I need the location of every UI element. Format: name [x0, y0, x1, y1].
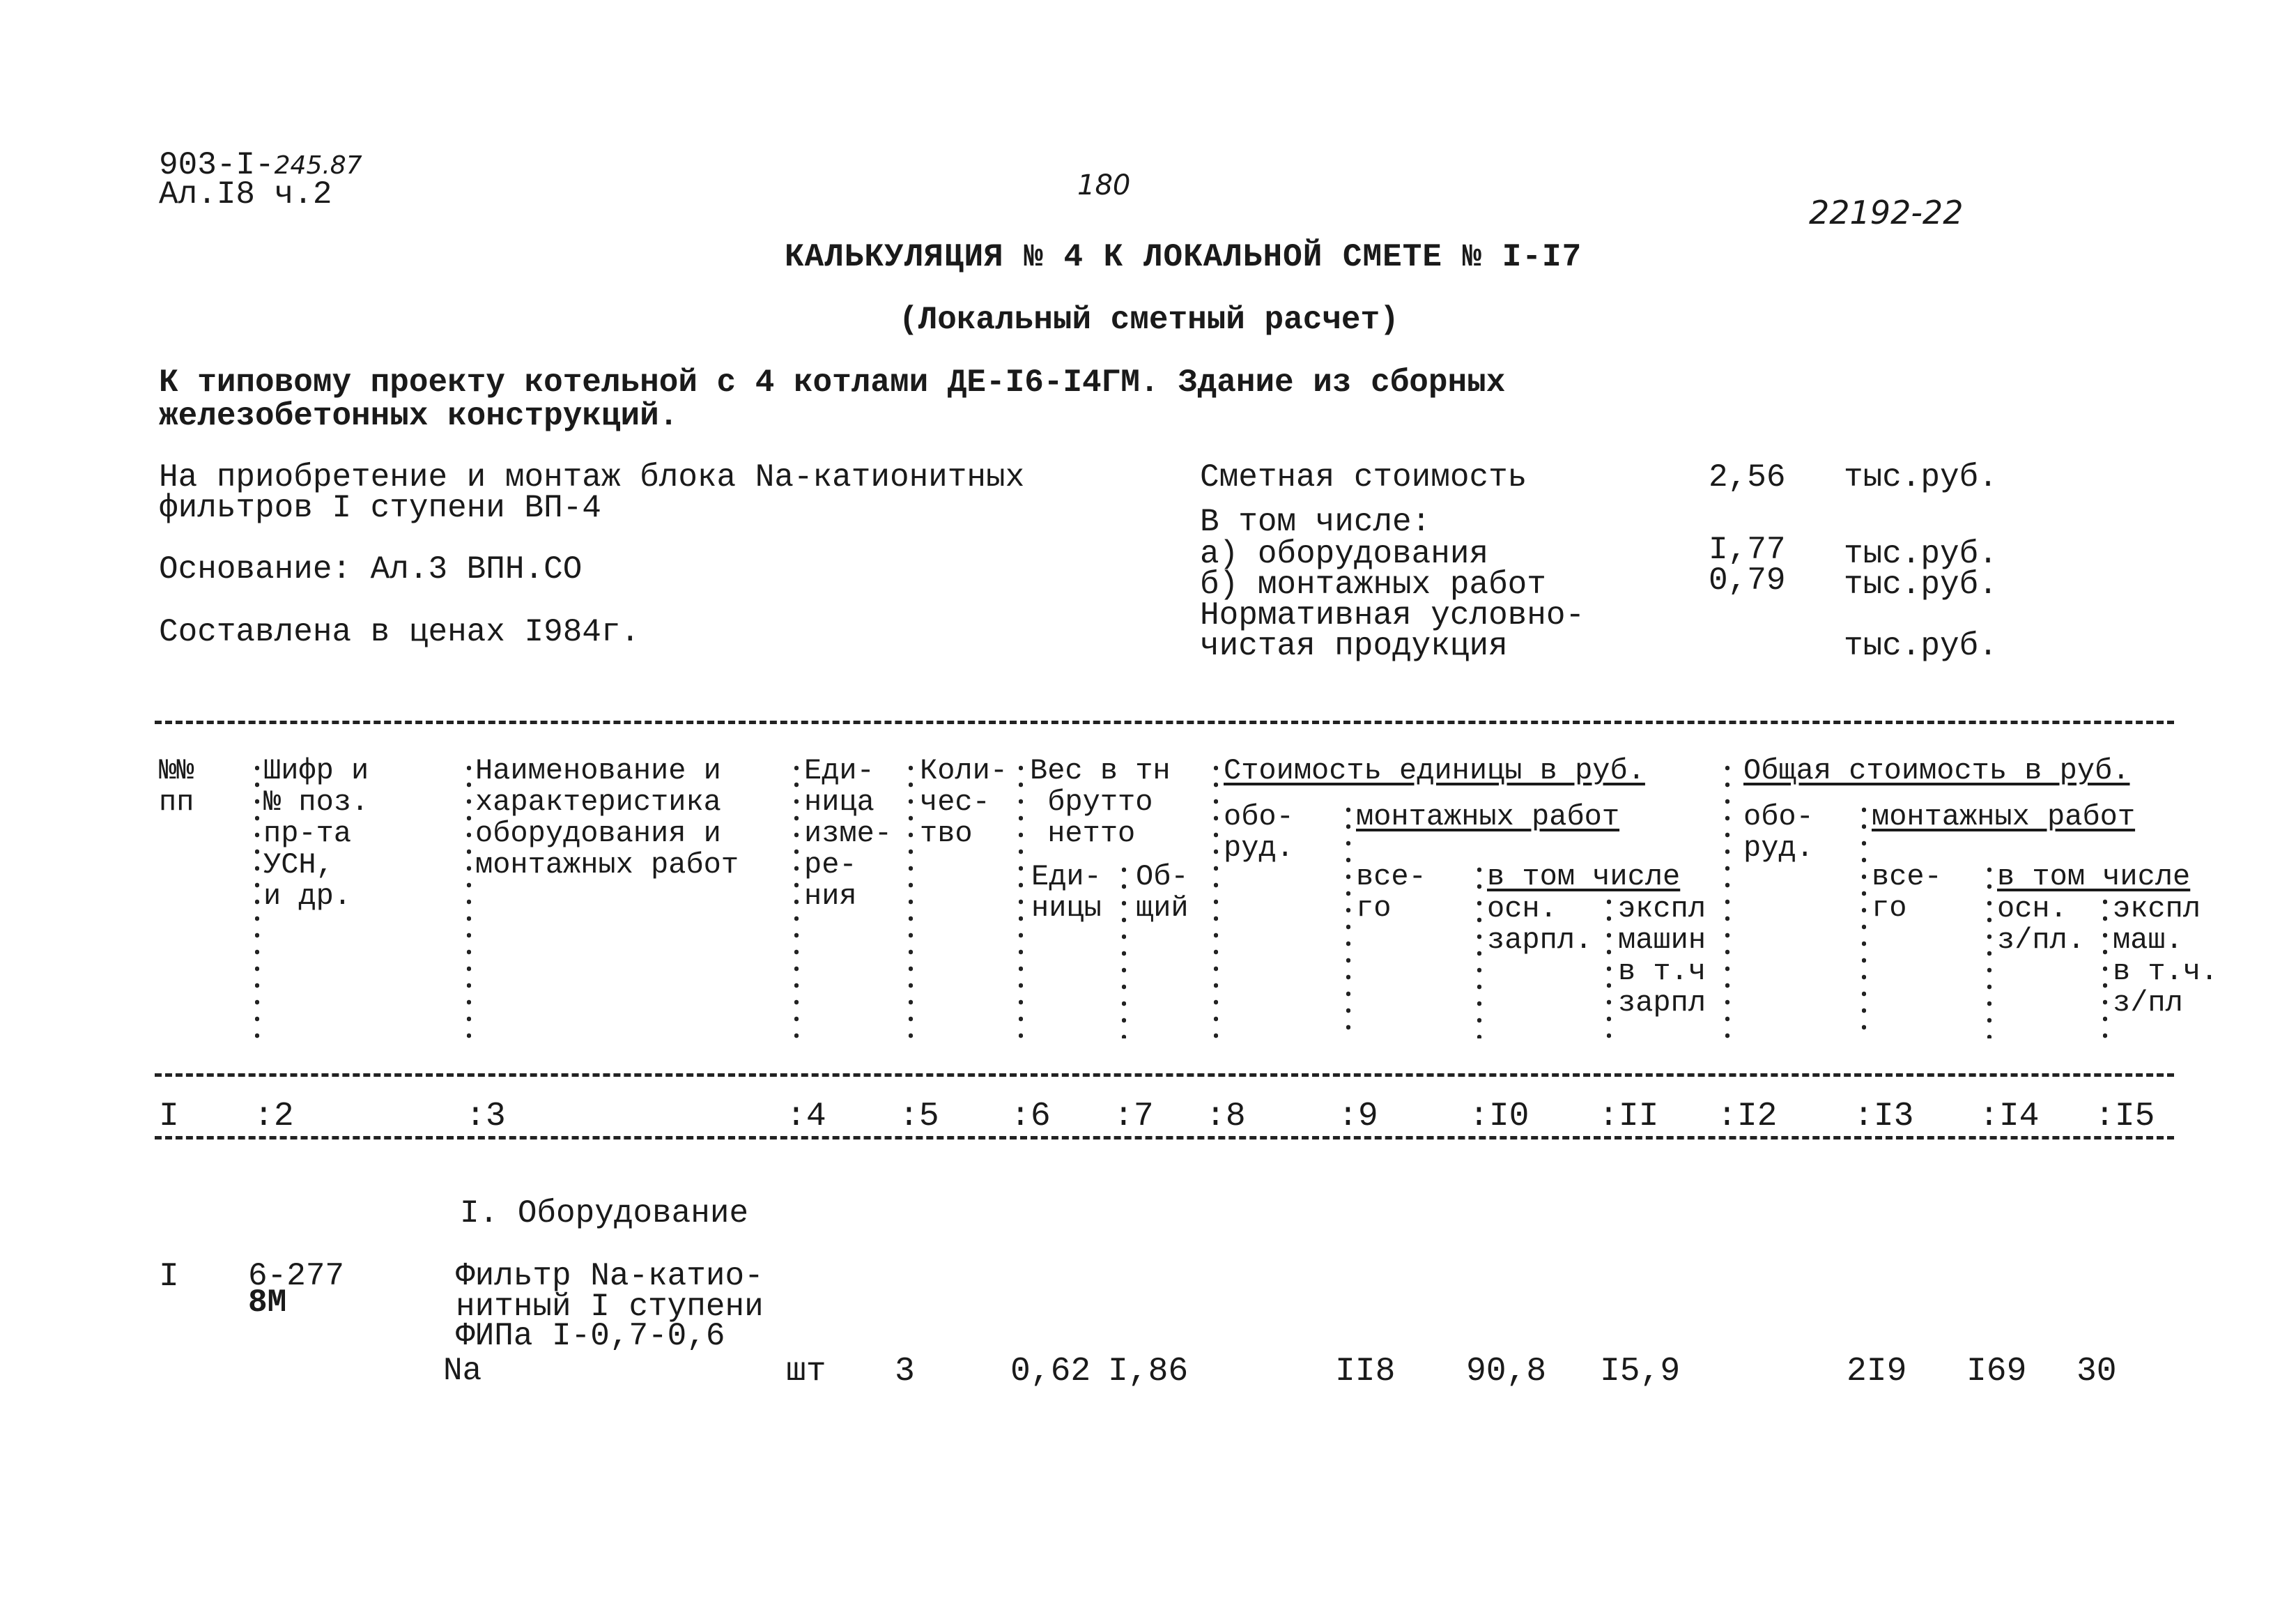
col-separator	[794, 760, 799, 1038]
row-unit-base-salary: 90,8	[1466, 1353, 1547, 1390]
doc-code: 903-I-245.87	[159, 147, 362, 183]
normative-line-2: чистая продукция	[1200, 628, 1508, 664]
album-part: Ал.I8 ч.2	[159, 176, 332, 213]
col-number: :8	[1205, 1098, 1246, 1135]
row-code: 8М	[248, 1284, 287, 1321]
hdr-name: Наименование и характеристика оборудования и монтажных работ	[475, 754, 739, 882]
col-number: :4	[786, 1098, 826, 1135]
hdr-unit-machine: экспл машин в т.ч зарпл	[1618, 892, 1706, 1020]
row-unit: шт	[786, 1353, 826, 1390]
row-code: 6-277	[248, 1258, 345, 1294]
purpose-line-2: фильтров I ступени ВП-4	[159, 490, 601, 526]
hdr-total-base-salary: осн. з/пл.	[1997, 892, 2086, 957]
project-line-1: К типовому проекту котельной с 4 котлами ДЕ-I6-I4ГМ. Здание из сборных	[159, 365, 1506, 401]
col-number: I	[159, 1098, 179, 1135]
estimated-cost-label: Сметная стоимость	[1200, 459, 1527, 496]
row-name: Фильтр Nа-катио-	[456, 1258, 764, 1294]
installation-label: б) монтажных работ	[1200, 567, 1546, 603]
col-separator	[1725, 760, 1729, 1038]
hdr-unit-cost-group: Стоимость единицы в руб.	[1224, 754, 1645, 788]
normative-unit: тыс.руб.	[1844, 628, 1998, 664]
hdr-weight-group: Вес в тн брутто нетто	[1030, 754, 1171, 850]
purpose-line-1: На приобретение и монтаж блока Nа-катионитных	[159, 459, 1025, 496]
col-number: :I2	[1717, 1098, 1778, 1135]
hdr-total-incl-group: в том числе	[1997, 860, 2191, 893]
row-unit-install-total: II8	[1335, 1353, 1396, 1390]
doc-code-handwritten: 245.87	[274, 151, 362, 180]
installation-value: 0,79	[1709, 562, 1786, 599]
col-separator	[909, 760, 913, 1038]
hdr-unit-install-total: все- го	[1356, 860, 1426, 925]
equipment-unit: тыс.руб.	[1844, 536, 1998, 572]
hdr-unit-base-salary: осн. зарпл.	[1487, 892, 1593, 957]
col-number: :3	[465, 1098, 506, 1135]
basis: Основание: Ал.3 ВПН.СО	[159, 551, 583, 588]
inventory-number: 22192-22	[1809, 194, 1964, 231]
row-weight-total: I,86	[1108, 1353, 1189, 1390]
row-name: нитный I ступени	[456, 1289, 764, 1325]
hdr-weight-unit: Еди- ницы	[1031, 860, 1102, 925]
col-number: :9	[1338, 1098, 1378, 1135]
col-number: :I3	[1854, 1098, 1914, 1135]
col-number: :I0	[1469, 1098, 1530, 1135]
row-total-machine: 30	[2077, 1353, 2117, 1390]
hdr-unit-install-group: монтажных работ	[1356, 800, 1620, 834]
col-number: :7	[1114, 1098, 1154, 1135]
hdr-total-install-group: монтажных работ	[1872, 800, 2136, 834]
row-total-install: 2I9	[1847, 1353, 1907, 1390]
col-number: :II	[1598, 1098, 1659, 1135]
project-line-2: железобетонных конструкций.	[159, 398, 679, 434]
estimated-cost-unit: тыс.руб.	[1844, 459, 1998, 496]
hdr-unit-equip: обо- руд.	[1224, 800, 1294, 865]
hdr-total-cost-group: Общая стоимость в руб.	[1743, 754, 2130, 788]
equipment-value: I,77	[1709, 532, 1786, 568]
normative-line-1: Нормативная условно-	[1200, 597, 1585, 634]
col-number: :5	[899, 1098, 939, 1135]
col-separator	[1987, 861, 1991, 1038]
prices-year: Составлена в ценах I984г.	[159, 614, 640, 650]
column-numbers-rule	[155, 1136, 2174, 1140]
row-total-base-salary: I69	[1966, 1353, 2027, 1390]
installation-unit: тыс.руб.	[1844, 567, 1998, 603]
row-name: ФИПа I-0,7-0,6	[456, 1318, 725, 1354]
col-separator	[1346, 801, 1350, 1038]
row-num: I	[159, 1258, 179, 1296]
hdr-total-install-total: все- го	[1872, 860, 1942, 925]
col-number: :I5	[2095, 1098, 2155, 1135]
col-separator	[467, 760, 471, 1038]
hdr-unit-incl-group: в том числе	[1487, 860, 1681, 893]
col-separator	[1019, 760, 1023, 1038]
hdr-qty: Коли- чес- тво	[920, 754, 1008, 850]
row-weight-unit: 0,62	[1010, 1353, 1091, 1390]
col-number: :6	[1010, 1098, 1051, 1135]
hdr-weight-total: Об- щий	[1136, 860, 1189, 925]
section-title: I. Оборудование	[460, 1195, 749, 1231]
hdr-total-machine: экспл маш. в т.ч. з/пл	[2113, 892, 2219, 1020]
table-top-rule	[155, 721, 2174, 724]
page-number: 180	[1077, 169, 1131, 201]
hdr-num: №№ пп	[159, 754, 194, 819]
col-separator	[1862, 801, 1866, 1038]
row-name: Nа	[443, 1353, 482, 1389]
col-separator	[255, 760, 259, 1038]
col-number: :I4	[1979, 1098, 2040, 1135]
col-number: :2	[254, 1098, 294, 1135]
col-separator	[1607, 893, 1611, 1038]
page-title: КАЛЬКУЛЯЦИЯ № 4 К ЛОКАЛЬНОЙ СМЕТЕ № I-I7	[785, 239, 1582, 275]
col-separator	[1477, 861, 1481, 1038]
col-separator	[2103, 893, 2107, 1038]
col-separator	[1214, 760, 1218, 1038]
including-label: В том числе:	[1200, 504, 1431, 540]
hdr-unit: Еди- ница изме- ре- ния	[804, 754, 893, 913]
hdr-total-equip: обо- руд.	[1743, 800, 1814, 865]
header-bottom-rule	[155, 1073, 2174, 1077]
page-subtitle: (Локальный сметный расчет)	[899, 302, 1399, 338]
row-qty: 3	[895, 1353, 915, 1390]
estimated-cost-value: 2,56	[1709, 459, 1786, 496]
hdr-code: Шифр и № поз. пр-та УСН, и др.	[263, 754, 369, 913]
col-separator	[1122, 861, 1126, 1038]
equipment-label: а) оборудования	[1200, 536, 1489, 572]
row-unit-machine: I5,9	[1600, 1353, 1681, 1390]
